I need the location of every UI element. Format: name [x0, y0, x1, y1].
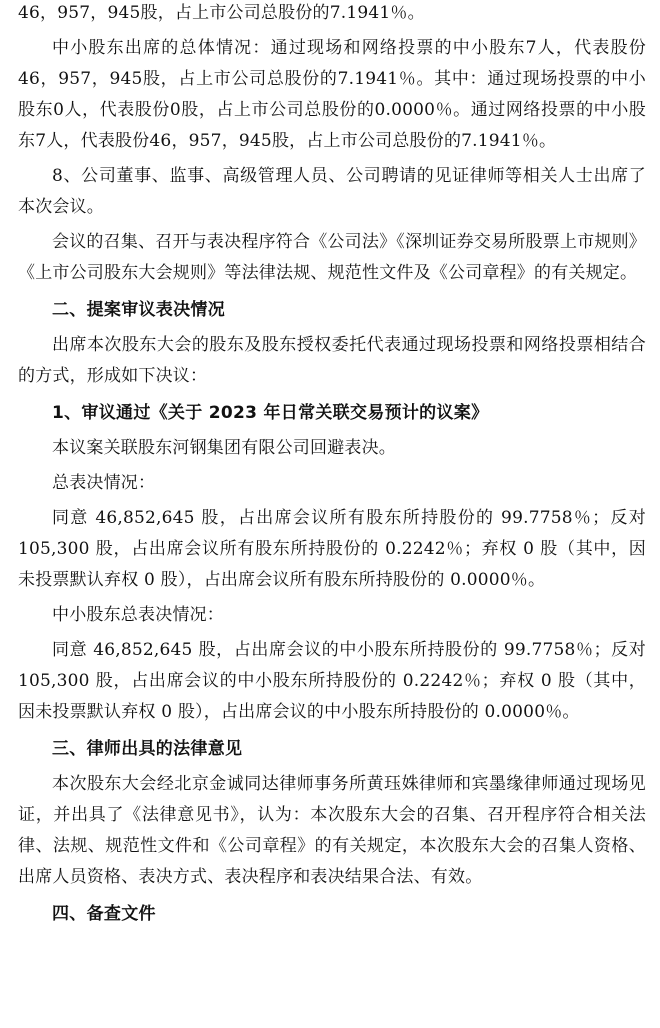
- section-heading-4: 四、备查文件: [52, 904, 156, 924]
- paragraph-total-vote-label: 总表决情况：: [52, 473, 156, 493]
- paragraph-minority-vote: 同意 46,852,645 股，占出席会议的中小股东所持股份的 99.7758％；反对 105,300 股，占出席会议的中小股东所持股份的 0.2242％；弃权 0 股（其中，因未投票默认弃权 0 股），占出席会议的中小股东所持股份的 0.0000％。: [18, 640, 646, 722]
- section-heading-3: 三、律师出具的法律意见: [52, 739, 243, 759]
- paragraph-legal-opinion: 本次股东大会经北京金诚同达律师事务所黄珏姝律师和宾墨缘律师通过现场见证，并出具了《法律意见书》，认为：本次股东大会的召集、召开程序符合相关法律、法规、规范性文件和《公司章程》的有关规定，本次股东大会的召集人资格、出席人员资格、表决方式、表决程序和表决结果合法、有效。: [18, 774, 646, 887]
- paragraph-minority-attendance: 中小股东出席的总体情况：通过现场和网络投票的中小股东7人，代表股份46，957，945股，占上市公司总股份的7.1941％。其中：通过现场投票的中小股东0人，代表股份0股，占上市公司总股份的0.0000％。通过网络投票的中小股东7人，代表股份46，957，945股，占上市公司总股份的7.1941％。: [18, 38, 646, 151]
- paragraph-compliance: 会议的召集、召开与表决程序符合《公司法》《深圳证券交易所股票上市规则》《上市公司股东大会规则》等法律法规、规范性文件及《公司章程》的有关规定。: [18, 232, 646, 283]
- section-heading-2: 二、提案审议表决情况: [52, 300, 225, 320]
- paragraph-resolution-intro: 出席本次股东大会的股东及股东授权委托代表通过现场投票和网络投票相结合的方式，形成如下决议：: [18, 335, 646, 386]
- paragraph-item-8: 8、公司董事、监事、高级管理人员、公司聘请的见证律师等相关人士出席了本次会议。: [18, 166, 646, 217]
- paragraph-minority-vote-label: 中小股东总表决情况：: [52, 605, 224, 625]
- paragraph-total-vote: 同意 46,852,645 股，占出席会议所有股东所持股份的 99.7758％；反对 105,300 股，占出席会议所有股东所持股份的 0.2242％；弃权 0 股（其中，因未投票默认弃权 0 股），占出席会议所有股东所持股份的 0.0000％。: [18, 508, 646, 590]
- resolution-heading-1: 1、审议通过《关于 2023 年日常关联交易预计的议案》: [52, 403, 489, 423]
- paragraph-shares-continued: 46，957，945股，占上市公司总股份的7.1941％。: [18, 3, 425, 23]
- paragraph-recusal: 本议案关联股东河钢集团有限公司回避表决。: [52, 438, 396, 458]
